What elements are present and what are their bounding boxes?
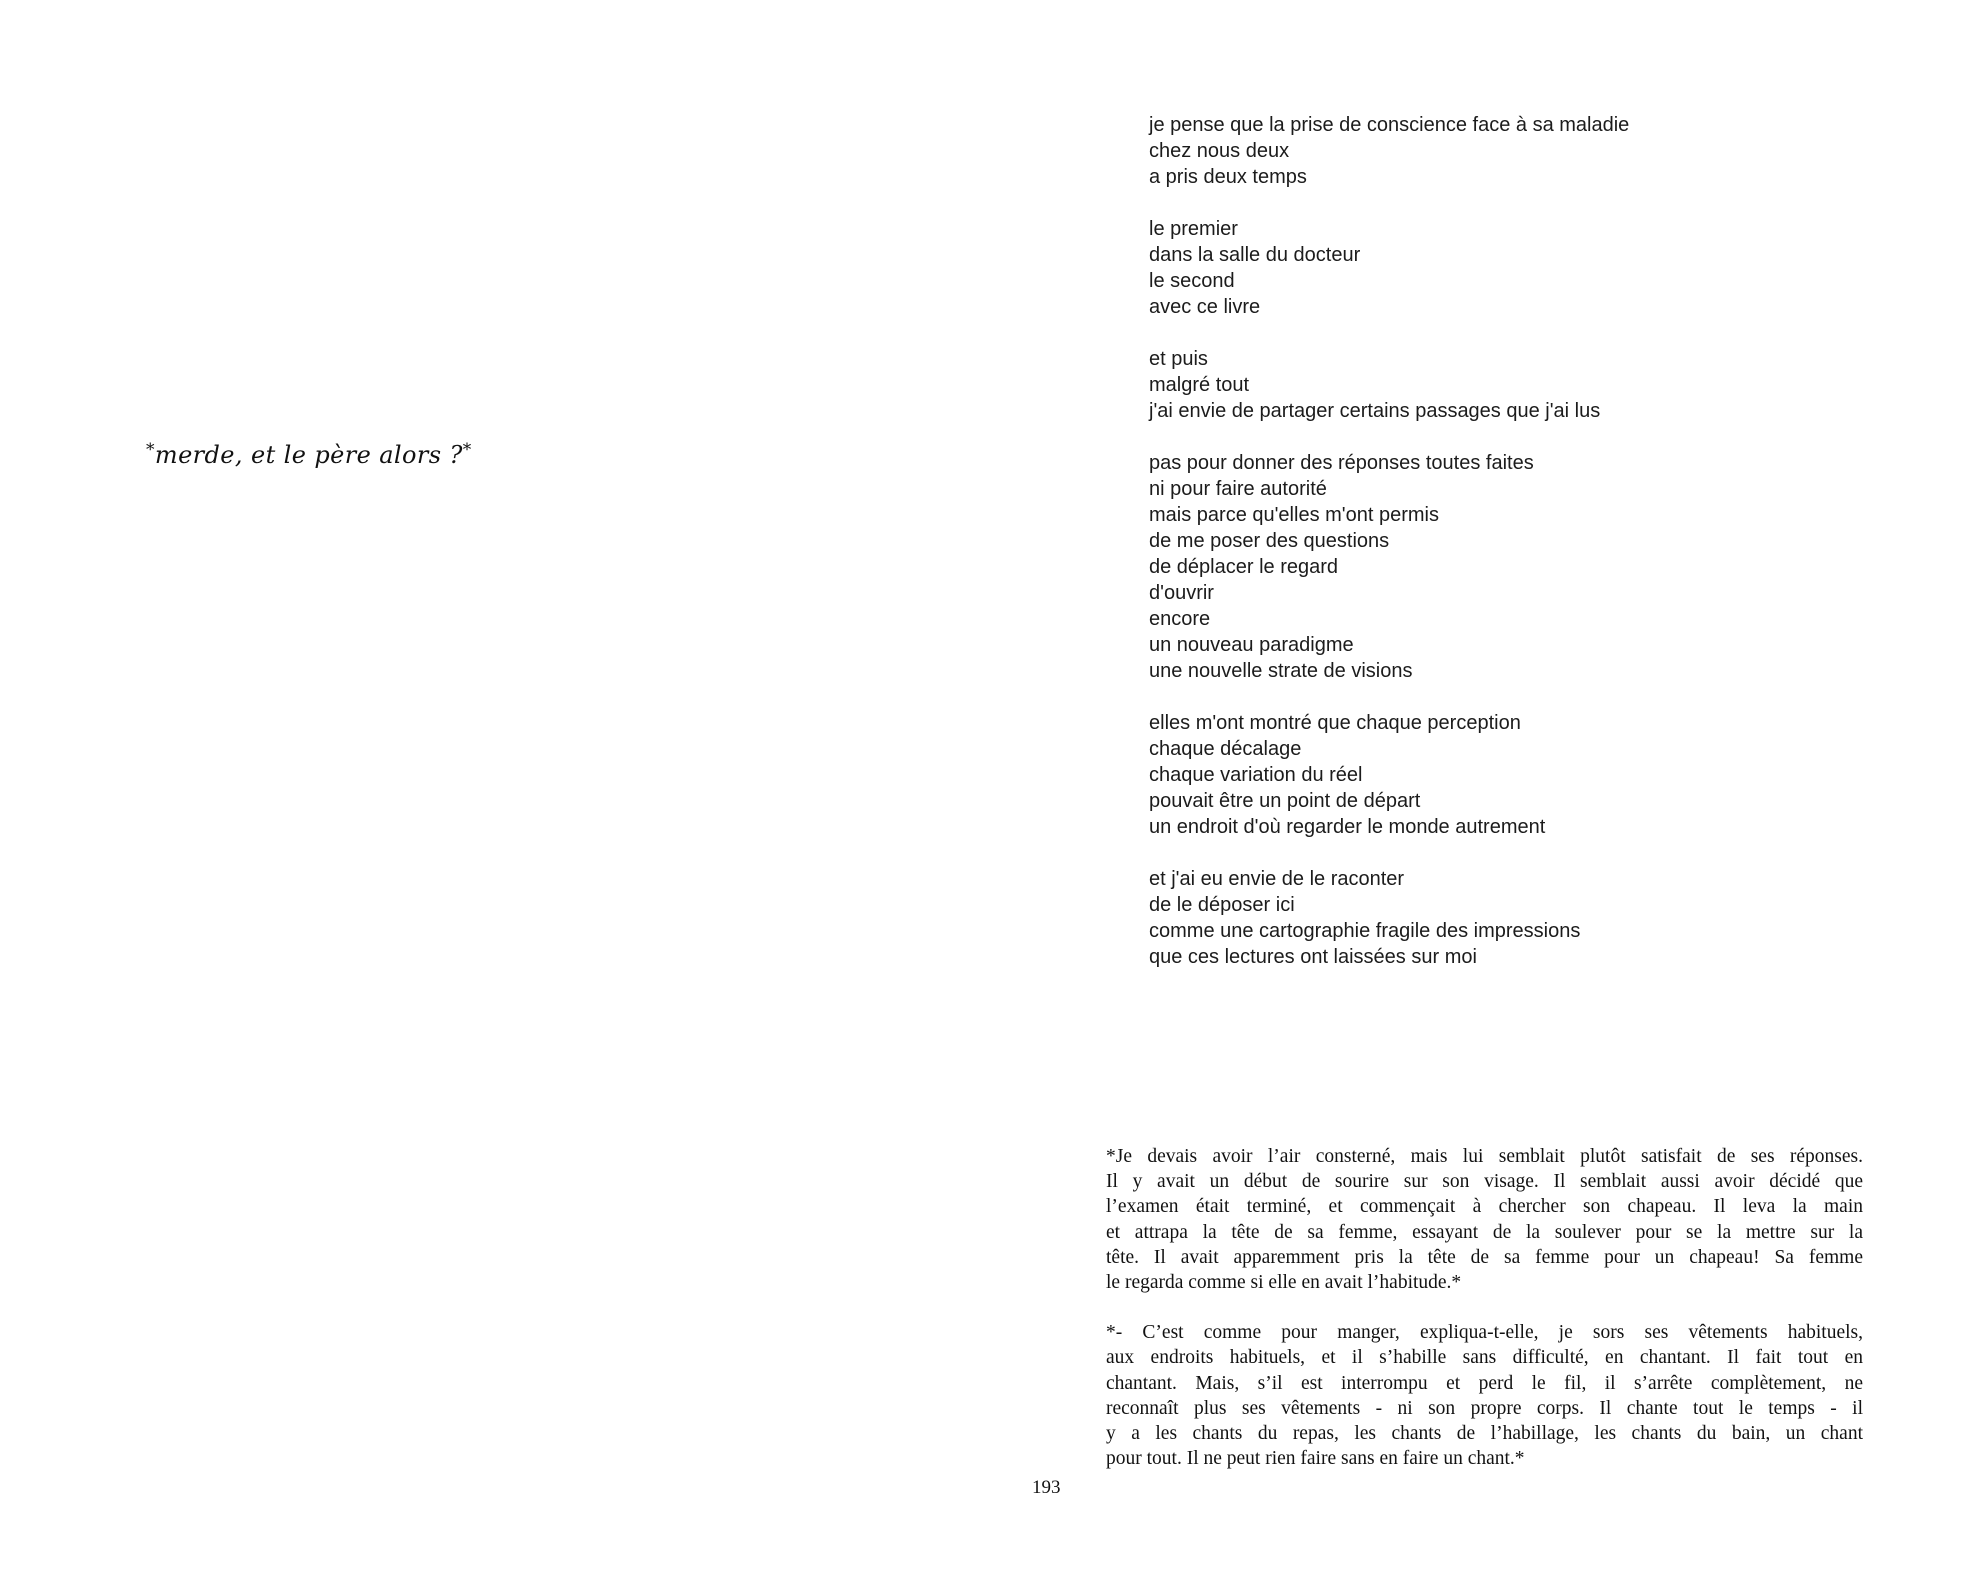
annotation-star-prefix: * [146, 440, 155, 460]
poem-line: de me poser des questions [1149, 530, 1390, 552]
footnote-line: aux endroits habituels, et il s’habille sans difficulté, en chantant. Il fait tout en [1106, 1347, 1863, 1369]
poem-line: que ces lectures ont laissées sur moi [1149, 946, 1477, 968]
poem-line: un nouveau paradigme [1149, 634, 1354, 656]
footnote-line: tête. Il avait apparemment pris la tête de sa femme pour un chapeau! Sa femme [1106, 1246, 1863, 1268]
poem-line: ni pour faire autorité [1149, 478, 1327, 500]
footnote-line: le regarda comme si elle en avait l’habitude.* [1106, 1272, 1462, 1294]
poem-line: le second [1149, 270, 1235, 292]
annotation-star-suffix: * [462, 440, 472, 460]
poem-line: dans la salle du docteur [1149, 244, 1361, 266]
footnote-paragraph [1106, 1144, 1863, 1295]
poem-line: d'ouvrir [1149, 582, 1214, 604]
poem-line: chaque décalage [1149, 738, 1302, 760]
poem-line: de déplacer le regard [1149, 556, 1339, 578]
poem-line: chaque variation du réel [1149, 764, 1363, 786]
footnote-line: reconnaît plus ses vêtements - ni son propre corps. Il chante tout le temps - il [1106, 1397, 1863, 1419]
poem-line: je pense que la prise de conscience face à sa maladie [1149, 114, 1630, 136]
poem-line: le premier [1149, 218, 1238, 240]
annotation-text: merde, et le père alors ? [154, 441, 463, 469]
poem-stanza [1149, 710, 1629, 840]
page-number: 193 [1032, 1477, 1061, 1498]
footnotes [1106, 1144, 1863, 1496]
footnote-line: pour tout. Il ne peut rien faire sans en faire un chant.* [1106, 1448, 1525, 1470]
poem-line: malgré tout [1149, 374, 1250, 396]
footnote-paragraph [1106, 1320, 1863, 1471]
footnote-line: et attrapa la tête de sa femme, essayant de la soulever pour se la mettre sur la [1106, 1221, 1863, 1243]
poem-line: comme une cartographie fragile des impressions [1149, 920, 1581, 942]
poem-line: une nouvelle strate de visions [1149, 660, 1413, 682]
poem-line: avec ce livre [1149, 296, 1261, 318]
footnote-line: Il y avait un début de sourire sur son visage. Il semblait aussi avoir décidé que [1106, 1171, 1863, 1193]
poem-line: a pris deux temps [1149, 166, 1307, 188]
poem-line: elles m'ont montré que chaque perception [1149, 712, 1521, 734]
poem-line: mais parce qu'elles m'ont permis [1149, 504, 1439, 526]
poem-stanza [1149, 450, 1629, 684]
poem-stanza [1149, 216, 1629, 320]
poem-stanza [1149, 346, 1629, 424]
footnote-line: *- C’est comme pour manger, expliqua-t-elle, je sors ses vêtements habituels, [1106, 1322, 1863, 1344]
poem-line: de le déposer ici [1149, 894, 1295, 916]
poem-stanza [1149, 866, 1629, 970]
poem-line: et puis [1149, 348, 1208, 370]
poem-line: pouvait être un point de départ [1149, 790, 1421, 812]
footnote-line: chantant. Mais, s’il est interrompu et perd le fil, il s’arrête complètement, ne [1106, 1372, 1863, 1394]
poem-line: un endroit d'où regarder le monde autrement [1149, 816, 1546, 838]
margin-annotation [146, 441, 472, 469]
poem-line: pas pour donner des réponses toutes faites [1149, 452, 1534, 474]
poem-line: et j'ai eu envie de le raconter [1149, 868, 1405, 890]
poem [1149, 112, 1629, 996]
poem-stanza [1149, 112, 1629, 190]
footnote-line: l’examen était terminé, et commençait à chercher son chapeau. Il leva la main [1106, 1196, 1863, 1218]
poem-line: encore [1149, 608, 1211, 630]
poem-line: chez nous deux [1149, 140, 1290, 162]
footnote-line: y a les chants du repas, les chants de l’habillage, les chants du bain, un chant [1106, 1423, 1863, 1445]
poem-line: j'ai envie de partager certains passages que j'ai lus [1149, 400, 1601, 422]
footnote-line: *Je devais avoir l’air consterné, mais lui semblait plutôt satisfait de ses réponses. [1106, 1146, 1863, 1167]
